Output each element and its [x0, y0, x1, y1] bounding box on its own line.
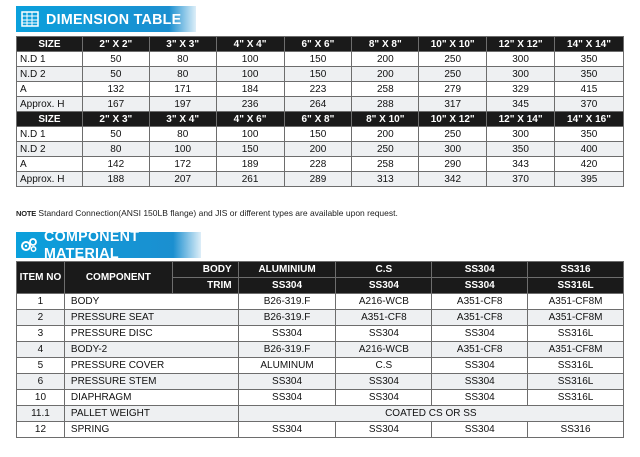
- dimension-value: 415: [555, 82, 624, 97]
- dimension-value: 250: [419, 52, 487, 67]
- material-value: SS304: [432, 326, 528, 342]
- dimension-value: 288: [352, 97, 419, 112]
- dimension-value: 80: [149, 52, 216, 67]
- dimension-value: 100: [216, 67, 284, 82]
- row-label: N.D 2: [17, 67, 83, 82]
- row-label: N.D 2: [17, 142, 83, 157]
- component-material-table: [16, 261, 624, 438]
- dimension-value: 80: [149, 67, 216, 82]
- material-value: SS304: [336, 390, 432, 406]
- dimension-value: 200: [352, 127, 419, 142]
- dimension-value: 142: [82, 157, 149, 172]
- trim-header: TRIM: [172, 278, 238, 294]
- material-value: A351-CF8: [432, 342, 528, 358]
- component-header-row: [17, 262, 624, 278]
- dimension-value: 167: [82, 97, 149, 112]
- size-cell: 10" X 12": [419, 112, 487, 127]
- row-label: Approx. H: [17, 97, 83, 112]
- trim-material: SS316L: [528, 278, 624, 294]
- dimension-value: 184: [216, 82, 284, 97]
- item-number: 11.1: [17, 406, 65, 422]
- dimension-value: 228: [284, 157, 352, 172]
- dimension-value: 300: [419, 142, 487, 157]
- dimension-value: 350: [555, 127, 624, 142]
- row-label: A: [17, 157, 83, 172]
- dimension-value: 250: [352, 142, 419, 157]
- size-cell: 6" X 6": [284, 37, 352, 52]
- material-header: SS316: [528, 262, 624, 278]
- material-value: A216-WCB: [336, 294, 432, 310]
- dimension-value: 289: [284, 172, 352, 187]
- dimension-row: [17, 172, 624, 187]
- size-label: SIZE: [17, 37, 83, 52]
- material-header: ALUMINIUM: [238, 262, 336, 278]
- size-label: SIZE: [17, 112, 83, 127]
- material-value: B26-319.F: [238, 294, 336, 310]
- dimension-value: 329: [487, 82, 555, 97]
- dimension-value: 370: [555, 97, 624, 112]
- dimension-value: 197: [149, 97, 216, 112]
- dimension-value: 132: [82, 82, 149, 97]
- material-value: A351-CF8M: [528, 294, 624, 310]
- dimension-row: [17, 82, 624, 97]
- dimension-value: 200: [284, 142, 352, 157]
- row-label: Approx. H: [17, 172, 83, 187]
- dimension-table: [16, 36, 624, 187]
- dimension-value: 261: [216, 172, 284, 187]
- size-cell: 4" X 6": [216, 112, 284, 127]
- component-row: [17, 342, 624, 358]
- dimension-value: 189: [216, 157, 284, 172]
- material-value: SS304: [432, 422, 528, 438]
- dimension-value: 279: [419, 82, 487, 97]
- material-value: SS304: [238, 422, 336, 438]
- dimension-value: 400: [555, 142, 624, 157]
- size-cell: 2" X 3": [82, 112, 149, 127]
- dimension-value: 343: [487, 157, 555, 172]
- material-value: A351-CF8M: [528, 342, 624, 358]
- note-line: [16, 208, 398, 218]
- size-cell: 14" X 14": [555, 37, 624, 52]
- material-value: SS304: [336, 374, 432, 390]
- body-header: BODY: [172, 262, 238, 278]
- component-row: [17, 326, 624, 342]
- dimension-value: 150: [284, 127, 352, 142]
- dimension-row: [17, 52, 624, 67]
- dimension-table-title: DIMENSION TABLE: [46, 10, 182, 28]
- dimension-value: 350: [555, 52, 624, 67]
- material-value: ALUMINUM: [238, 358, 336, 374]
- dimension-value: 264: [284, 97, 352, 112]
- material-value: SS316L: [528, 390, 624, 406]
- component-row: [17, 374, 624, 390]
- item-number: 12: [17, 422, 65, 438]
- dimension-value: 223: [284, 82, 352, 97]
- material-value: SS304: [238, 390, 336, 406]
- dimension-value: 50: [82, 52, 149, 67]
- component-row: [17, 390, 624, 406]
- material-value: A351-CF8: [432, 294, 528, 310]
- material-value: C.S: [336, 358, 432, 374]
- material-value: A351-CF8: [432, 310, 528, 326]
- dimension-value: 300: [487, 52, 555, 67]
- component-row: [17, 358, 624, 374]
- item-number: 6: [17, 374, 65, 390]
- size-cell: 6" X 8": [284, 112, 352, 127]
- component-header: COMPONENT: [64, 262, 172, 294]
- dimension-value: 395: [555, 172, 624, 187]
- size-cell: 4" X 4": [216, 37, 284, 52]
- dimension-value: 290: [419, 157, 487, 172]
- dimension-row: [17, 97, 624, 112]
- dimension-row: [17, 142, 624, 157]
- material-value: SS304: [336, 326, 432, 342]
- material-value: SS304: [432, 390, 528, 406]
- merged-material: COATED CS OR SS: [238, 406, 623, 422]
- material-value: SS304: [432, 358, 528, 374]
- size-cell: 14" X 16": [555, 112, 624, 127]
- material-value: A351-CF8M: [528, 310, 624, 326]
- size-cell: 12" X 12": [487, 37, 555, 52]
- material-value: SS316L: [528, 326, 624, 342]
- material-header: SS304: [432, 262, 528, 278]
- trim-material: SS304: [336, 278, 432, 294]
- item-number: 1: [17, 294, 65, 310]
- dimension-value: 171: [149, 82, 216, 97]
- trim-material: SS304: [432, 278, 528, 294]
- dimension-value: 370: [487, 172, 555, 187]
- dimension-value: 100: [216, 52, 284, 67]
- component-name: PRESSURE SEAT: [64, 310, 238, 326]
- component-material-title: COMPONENT MATERIAL: [44, 228, 140, 262]
- material-value: SS304: [238, 374, 336, 390]
- dimension-value: 200: [352, 52, 419, 67]
- grid-table-icon: [20, 10, 40, 28]
- dimension-value: 342: [419, 172, 487, 187]
- dimension-value: 50: [82, 67, 149, 82]
- component-name: BODY: [64, 294, 238, 310]
- component-name: SPRING: [64, 422, 238, 438]
- material-value: B26-319.F: [238, 342, 336, 358]
- dimension-value: 100: [149, 142, 216, 157]
- dimension-value: 50: [82, 127, 149, 142]
- dimension-table-header: [16, 6, 196, 32]
- material-value: SS304: [238, 326, 336, 342]
- row-label: N.D 1: [17, 52, 83, 67]
- row-label: N.D 1: [17, 127, 83, 142]
- component-name: DIAPHRAGM: [64, 390, 238, 406]
- dimension-value: 345: [487, 97, 555, 112]
- dimension-value: 150: [284, 67, 352, 82]
- dimension-value: 200: [352, 67, 419, 82]
- item-number: 2: [17, 310, 65, 326]
- dimension-value: 100: [216, 127, 284, 142]
- material-value: SS304: [432, 374, 528, 390]
- dimension-row: [17, 127, 624, 142]
- dimension-value: 188: [82, 172, 149, 187]
- dimension-row: [17, 157, 624, 172]
- material-value: SS316L: [528, 358, 624, 374]
- dimension-value: 80: [149, 127, 216, 142]
- dimension-value: 150: [284, 52, 352, 67]
- note-text: Standard Connection(ANSI 150LB flange) and JIS or different types are available upon request.: [38, 208, 398, 218]
- dimension-value: 313: [352, 172, 419, 187]
- row-label: A: [17, 82, 83, 97]
- component-name: PRESSURE DISC: [64, 326, 238, 342]
- item-number: 5: [17, 358, 65, 374]
- item-number: 10: [17, 390, 65, 406]
- material-header: C.S: [336, 262, 432, 278]
- dimension-value: 250: [419, 127, 487, 142]
- material-value: SS316L: [528, 374, 624, 390]
- size-cell: 12" X 14": [487, 112, 555, 127]
- size-header-row: [17, 112, 624, 127]
- size-cell: 8" X 8": [352, 37, 419, 52]
- size-header-row: [17, 37, 624, 52]
- note-label: NOTE: [16, 209, 37, 218]
- component-name: PALLET WEIGHT: [64, 406, 238, 422]
- dimension-value: 300: [487, 67, 555, 82]
- dimension-value: 317: [419, 97, 487, 112]
- material-value: A351-CF8: [336, 310, 432, 326]
- dimension-value: 300: [487, 127, 555, 142]
- dimension-value: 207: [149, 172, 216, 187]
- dimension-value: 236: [216, 97, 284, 112]
- dimension-value: 350: [555, 67, 624, 82]
- item-number: 4: [17, 342, 65, 358]
- item-no-header: ITEM NO: [17, 262, 65, 294]
- item-number: 3: [17, 326, 65, 342]
- material-value: SS316: [528, 422, 624, 438]
- size-cell: 2" X 2": [82, 37, 149, 52]
- material-value: A216-WCB: [336, 342, 432, 358]
- size-cell: 8" X 10": [352, 112, 419, 127]
- dimension-value: 420: [555, 157, 624, 172]
- component-row: [17, 406, 624, 422]
- dimension-value: 150: [216, 142, 284, 157]
- component-name: BODY-2: [64, 342, 238, 358]
- material-value: SS304: [336, 422, 432, 438]
- dimension-value: 80: [82, 142, 149, 157]
- dimension-value: 258: [352, 157, 419, 172]
- dimension-value: 350: [487, 142, 555, 157]
- size-cell: 10" X 10": [419, 37, 487, 52]
- dimension-value: 250: [419, 67, 487, 82]
- trim-material: SS304: [238, 278, 336, 294]
- component-row: [17, 310, 624, 326]
- size-cell: 3" X 4": [149, 112, 216, 127]
- dimension-row: [17, 67, 624, 82]
- component-row: [17, 294, 624, 310]
- dimension-value: 172: [149, 157, 216, 172]
- dimension-value: 258: [352, 82, 419, 97]
- component-name: PRESSURE COVER: [64, 358, 238, 374]
- component-row: [17, 422, 624, 438]
- size-cell: 3" X 3": [149, 37, 216, 52]
- material-value: B26-319.F: [238, 310, 336, 326]
- component-name: PRESSURE STEM: [64, 374, 238, 390]
- gear-cluster-icon: [20, 236, 38, 254]
- component-material-header: [16, 228, 201, 262]
